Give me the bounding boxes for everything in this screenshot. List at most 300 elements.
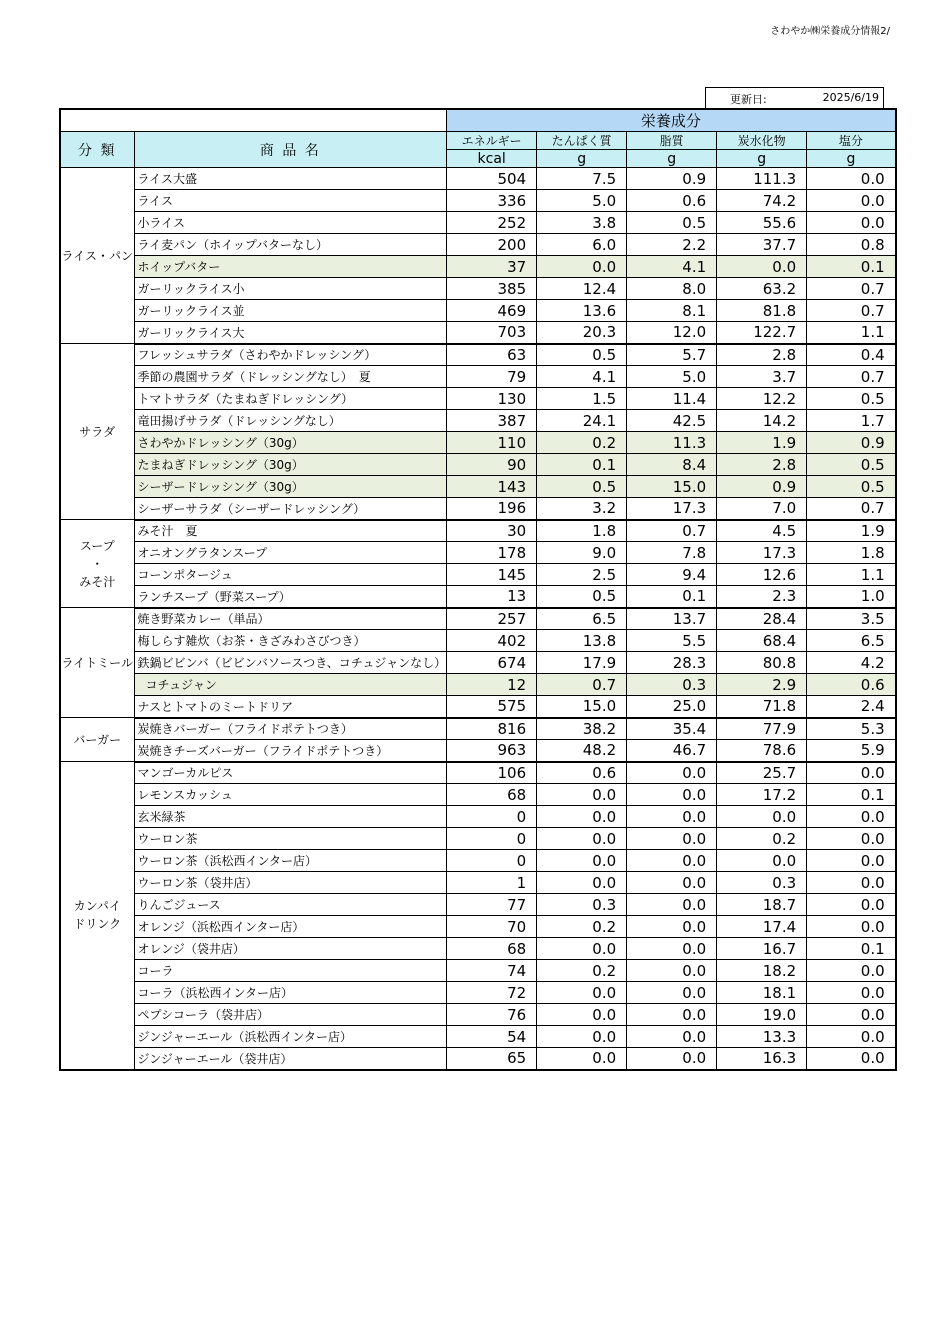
fat-value: 11.4 [627, 388, 717, 410]
table-row [60, 190, 896, 212]
protein-value: 9.0 [537, 542, 627, 564]
energy-value: 200 [447, 234, 537, 256]
unit-salt: g [807, 150, 896, 168]
table-row [60, 652, 896, 674]
product-name-cell: さわやかドレッシング（30g） [134, 432, 447, 454]
protein-value: 0.5 [537, 344, 627, 366]
salt-value: 0.6 [807, 674, 896, 696]
product-name-cell: ライ麦パン（ホイップバターなし） [134, 234, 447, 256]
salt-value: 0.0 [807, 762, 896, 784]
salt-value: 0.0 [807, 212, 896, 234]
table-row [60, 1048, 896, 1070]
update-date-box [705, 87, 884, 108]
salt-value: 1.7 [807, 410, 896, 432]
energy-value: 385 [447, 278, 537, 300]
energy-value: 65 [447, 1048, 537, 1070]
category-cell: ライス・パン [60, 168, 134, 344]
table-row [60, 718, 896, 740]
energy-value: 0 [447, 850, 537, 872]
product-name-cell: ホイップバター [134, 256, 447, 278]
salt-value: 1.8 [807, 542, 896, 564]
protein-value: 0.0 [537, 872, 627, 894]
energy-value: 703 [447, 322, 537, 344]
salt-value: 0.0 [807, 872, 896, 894]
category-cell: スープ ・ みそ汁 [60, 520, 134, 608]
carbs-value: 17.4 [717, 916, 807, 938]
column-header-row [60, 132, 896, 150]
fat-value: 35.4 [627, 718, 717, 740]
fat-value: 0.0 [627, 938, 717, 960]
salt-value: 0.5 [807, 476, 896, 498]
protein-value: 0.3 [537, 894, 627, 916]
fat-value: 0.0 [627, 784, 717, 806]
product-name-cell: ガーリックライス並 [134, 300, 447, 322]
product-name-cell: ウーロン茶 [134, 828, 447, 850]
protein-value: 0.0 [537, 256, 627, 278]
energy-value: 257 [447, 608, 537, 630]
energy-value: 469 [447, 300, 537, 322]
table-row [60, 674, 896, 696]
carbs-value: 2.9 [717, 674, 807, 696]
energy-value: 143 [447, 476, 537, 498]
energy-value: 68 [447, 938, 537, 960]
product-name-cell: シーザーサラダ（シーザードレッシング） [134, 498, 447, 520]
salt-value: 5.3 [807, 718, 896, 740]
carbs-value: 71.8 [717, 696, 807, 718]
fat-value: 0.7 [627, 520, 717, 542]
table-row [60, 872, 896, 894]
table-row [60, 784, 896, 806]
fat-value: 8.4 [627, 454, 717, 476]
product-name-cell: コーンポタージュ [134, 564, 447, 586]
fat-value: 9.4 [627, 564, 717, 586]
energy-value: 575 [447, 696, 537, 718]
fat-value: 0.3 [627, 674, 717, 696]
salt-value: 0.7 [807, 278, 896, 300]
salt-value: 0.0 [807, 960, 896, 982]
energy-value: 77 [447, 894, 537, 916]
salt-value: 0.8 [807, 234, 896, 256]
product-name-cell: フレッシュサラダ（さわやかドレッシング） [134, 344, 447, 366]
product-name-cell: ウーロン茶（袋井店） [134, 872, 447, 894]
salt-value: 0.9 [807, 432, 896, 454]
energy-value: 54 [447, 1026, 537, 1048]
product-name-cell: 玄米緑茶 [134, 806, 447, 828]
energy-value: 63 [447, 344, 537, 366]
table-row [60, 938, 896, 960]
salt-value: 0.0 [807, 850, 896, 872]
product-name-cell: レモンスカッシュ [134, 784, 447, 806]
carbs-value: 1.9 [717, 432, 807, 454]
table-row [60, 608, 896, 630]
energy-value: 68 [447, 784, 537, 806]
salt-value: 2.4 [807, 696, 896, 718]
product-name-cell: コーラ（浜松西インター店） [134, 982, 447, 1004]
protein-value: 20.3 [537, 322, 627, 344]
carbs-value: 13.3 [717, 1026, 807, 1048]
carbs-value: 78.6 [717, 740, 807, 762]
table-row [60, 806, 896, 828]
fat-value: 0.1 [627, 586, 717, 608]
fat-value: 0.0 [627, 850, 717, 872]
nutrient-header-salt: 塩分 [807, 132, 896, 150]
carbs-value: 16.3 [717, 1048, 807, 1070]
energy-value: 110 [447, 432, 537, 454]
protein-value: 15.0 [537, 696, 627, 718]
header-spacer [60, 109, 447, 132]
salt-value: 0.5 [807, 454, 896, 476]
table-row [60, 762, 896, 784]
product-name-cell: ジンジャーエール（浜松西インター店） [134, 1026, 447, 1048]
fat-value: 4.1 [627, 256, 717, 278]
energy-value: 37 [447, 256, 537, 278]
energy-value: 0 [447, 828, 537, 850]
carbs-value: 0.3 [717, 872, 807, 894]
product-name-cell: ウーロン茶（浜松西インター店） [134, 850, 447, 872]
product-name-cell: オレンジ（浜松西インター店） [134, 916, 447, 938]
protein-value: 0.0 [537, 1026, 627, 1048]
energy-value: 30 [447, 520, 537, 542]
table-row [60, 586, 896, 608]
table-row [60, 432, 896, 454]
carbs-value: 12.6 [717, 564, 807, 586]
carbs-value: 2.3 [717, 586, 807, 608]
product-name-cell: 鉄鍋ビビンバ（ビビンバソースつき、コチュジャンなし） [134, 652, 447, 674]
energy-value: 70 [447, 916, 537, 938]
product-name-cell: マンゴーカルピス [134, 762, 447, 784]
table-row [60, 916, 896, 938]
salt-value: 0.5 [807, 388, 896, 410]
carbs-value: 17.3 [717, 542, 807, 564]
fat-value: 15.0 [627, 476, 717, 498]
protein-value: 6.0 [537, 234, 627, 256]
table-row [60, 960, 896, 982]
protein-value: 5.0 [537, 190, 627, 212]
fat-value: 0.0 [627, 872, 717, 894]
product-name-cell: 季節の農園サラダ（ドレッシングなし） 夏 [134, 366, 447, 388]
product-name-cell: 竜田揚げサラダ（ドレッシングなし） [134, 410, 447, 432]
fat-value: 0.0 [627, 916, 717, 938]
table-row [60, 542, 896, 564]
nutrition-group-header: 栄養成分 [447, 109, 896, 132]
fat-value: 5.7 [627, 344, 717, 366]
fat-value: 28.3 [627, 652, 717, 674]
product-name-cell: ジンジャーエール（袋井店） [134, 1048, 447, 1070]
carbs-value: 28.4 [717, 608, 807, 630]
update-date-value: 2025/6/19 [822, 91, 879, 104]
product-name-cell: コーラ [134, 960, 447, 982]
salt-value: 5.9 [807, 740, 896, 762]
energy-value: 252 [447, 212, 537, 234]
salt-value: 0.0 [807, 828, 896, 850]
protein-value: 17.9 [537, 652, 627, 674]
carbs-value: 0.0 [717, 806, 807, 828]
fat-value: 2.2 [627, 234, 717, 256]
table-row [60, 168, 896, 190]
table-row [60, 1026, 896, 1048]
carbs-value: 17.2 [717, 784, 807, 806]
product-name-cell: みそ汁 夏 [134, 520, 447, 542]
fat-value: 46.7 [627, 740, 717, 762]
nutrient-header-fat: 脂質 [627, 132, 717, 150]
carbs-value: 4.5 [717, 520, 807, 542]
table-row [60, 344, 896, 366]
salt-value: 1.1 [807, 322, 896, 344]
salt-value: 0.0 [807, 190, 896, 212]
product-name-cell: ペプシコーラ（袋井店） [134, 1004, 447, 1026]
fat-value: 0.0 [627, 982, 717, 1004]
product-name-cell: 梅しらす雑炊（お茶・きざみわさびつき） [134, 630, 447, 652]
carbs-value: 2.8 [717, 454, 807, 476]
protein-value: 0.0 [537, 1048, 627, 1070]
protein-value: 0.6 [537, 762, 627, 784]
fat-value: 0.0 [627, 894, 717, 916]
energy-value: 0 [447, 806, 537, 828]
table-row [60, 278, 896, 300]
salt-value: 0.7 [807, 366, 896, 388]
fat-value: 11.3 [627, 432, 717, 454]
protein-value: 0.0 [537, 1004, 627, 1026]
salt-value: 1.0 [807, 586, 896, 608]
salt-value: 6.5 [807, 630, 896, 652]
carbs-value: 68.4 [717, 630, 807, 652]
carbs-value: 16.7 [717, 938, 807, 960]
protein-value: 4.1 [537, 366, 627, 388]
protein-value: 0.0 [537, 982, 627, 1004]
protein-value: 0.7 [537, 674, 627, 696]
carbs-value: 74.2 [717, 190, 807, 212]
product-name-cell: 炭焼きバーガー（フライドポテトつき） [134, 718, 447, 740]
energy-value: 336 [447, 190, 537, 212]
salt-value: 0.7 [807, 300, 896, 322]
protein-value: 38.2 [537, 718, 627, 740]
protein-value: 0.5 [537, 586, 627, 608]
category-cell: ライトミール [60, 608, 134, 718]
product-name-cell: ライス大盛 [134, 168, 447, 190]
salt-value: 0.0 [807, 916, 896, 938]
fat-value: 8.1 [627, 300, 717, 322]
product-name-cell: オニオングラタンスープ [134, 542, 447, 564]
carbs-value: 111.3 [717, 168, 807, 190]
table-row [60, 212, 896, 234]
table-row [60, 322, 896, 344]
product-name-cell: コチュジャン [134, 674, 447, 696]
protein-value: 13.8 [537, 630, 627, 652]
product-name-cell: 焼き野菜カレー（単品） [134, 608, 447, 630]
fat-value: 0.9 [627, 168, 717, 190]
carbs-value: 2.8 [717, 344, 807, 366]
energy-value: 196 [447, 498, 537, 520]
table-row [60, 256, 896, 278]
salt-value: 0.0 [807, 1026, 896, 1048]
fat-value: 7.8 [627, 542, 717, 564]
protein-value: 0.0 [537, 784, 627, 806]
nutrition-table [59, 108, 897, 1071]
fat-value: 5.0 [627, 366, 717, 388]
fat-value: 0.0 [627, 1026, 717, 1048]
carbs-value: 7.0 [717, 498, 807, 520]
nutrient-header-energy: エネルギー [447, 132, 537, 150]
carbs-value: 18.7 [717, 894, 807, 916]
table-row [60, 300, 896, 322]
carbs-value: 14.2 [717, 410, 807, 432]
energy-value: 816 [447, 718, 537, 740]
salt-value: 3.5 [807, 608, 896, 630]
salt-value: 0.0 [807, 1004, 896, 1026]
salt-value: 0.0 [807, 168, 896, 190]
table-row [60, 454, 896, 476]
salt-value: 0.1 [807, 256, 896, 278]
protein-value: 2.5 [537, 564, 627, 586]
energy-value: 79 [447, 366, 537, 388]
carbs-value: 0.2 [717, 828, 807, 850]
table-row [60, 630, 896, 652]
fat-value: 0.0 [627, 828, 717, 850]
salt-value: 0.4 [807, 344, 896, 366]
nutrient-header-carbs: 炭水化物 [717, 132, 807, 150]
energy-value: 74 [447, 960, 537, 982]
product-name-cell: たまねぎドレッシング（30g） [134, 454, 447, 476]
carbs-value: 37.7 [717, 234, 807, 256]
carbs-value: 3.7 [717, 366, 807, 388]
carbs-value: 81.8 [717, 300, 807, 322]
fat-value: 0.0 [627, 960, 717, 982]
salt-value: 0.1 [807, 784, 896, 806]
table-row [60, 828, 896, 850]
energy-value: 12 [447, 674, 537, 696]
category-column-header: 分 類 [60, 132, 134, 168]
protein-value: 0.2 [537, 960, 627, 982]
nutrient-header-protein: たんぱく質 [537, 132, 627, 150]
protein-value: 3.8 [537, 212, 627, 234]
protein-value: 12.4 [537, 278, 627, 300]
unit-carbs: g [717, 150, 807, 168]
protein-value: 0.2 [537, 916, 627, 938]
table-row [60, 564, 896, 586]
table-row [60, 696, 896, 718]
fat-value: 0.0 [627, 1048, 717, 1070]
energy-value: 130 [447, 388, 537, 410]
product-name-cell: ガーリックライス小 [134, 278, 447, 300]
table-row [60, 388, 896, 410]
protein-value: 0.0 [537, 938, 627, 960]
protein-value: 0.2 [537, 432, 627, 454]
carbs-value: 80.8 [717, 652, 807, 674]
product-name-cell: 炭焼きチーズバーガー（フライドポテトつき） [134, 740, 447, 762]
carbs-value: 19.0 [717, 1004, 807, 1026]
carbs-value: 0.0 [717, 256, 807, 278]
energy-value: 504 [447, 168, 537, 190]
product-name-cell: オレンジ（袋井店） [134, 938, 447, 960]
energy-value: 1 [447, 872, 537, 894]
carbs-value: 12.2 [717, 388, 807, 410]
fat-value: 5.5 [627, 630, 717, 652]
protein-value: 0.0 [537, 806, 627, 828]
carbs-value: 0.0 [717, 850, 807, 872]
category-cell: バーガー [60, 718, 134, 762]
salt-value: 0.0 [807, 806, 896, 828]
fat-value: 25.0 [627, 696, 717, 718]
table-row [60, 410, 896, 432]
table-row [60, 520, 896, 542]
salt-value: 0.0 [807, 894, 896, 916]
energy-value: 90 [447, 454, 537, 476]
protein-value: 48.2 [537, 740, 627, 762]
salt-value: 0.0 [807, 982, 896, 1004]
carbs-value: 55.6 [717, 212, 807, 234]
fat-value: 0.0 [627, 1004, 717, 1026]
energy-value: 106 [447, 762, 537, 784]
salt-value: 1.1 [807, 564, 896, 586]
table-row [60, 1004, 896, 1026]
product-name-cell: 小ライス [134, 212, 447, 234]
unit-energy: kcal [447, 150, 537, 168]
protein-value: 0.0 [537, 850, 627, 872]
unit-fat: g [627, 150, 717, 168]
energy-value: 387 [447, 410, 537, 432]
protein-value: 7.5 [537, 168, 627, 190]
product-name-cell: シーザードレッシング（30g） [134, 476, 447, 498]
carbs-value: 18.1 [717, 982, 807, 1004]
carbs-value: 63.2 [717, 278, 807, 300]
energy-value: 178 [447, 542, 537, 564]
energy-value: 145 [447, 564, 537, 586]
carbs-value: 0.9 [717, 476, 807, 498]
fat-value: 12.0 [627, 322, 717, 344]
protein-value: 24.1 [537, 410, 627, 432]
product-name-cell: ランチスープ（野菜スープ） [134, 586, 447, 608]
energy-value: 674 [447, 652, 537, 674]
product-name-cell: トマトサラダ（たまねぎドレッシング） [134, 388, 447, 410]
table-row [60, 850, 896, 872]
energy-value: 402 [447, 630, 537, 652]
document-header-note: さわやか㈱栄養成分情報2/ [770, 26, 890, 37]
product-name-cell: ライス [134, 190, 447, 212]
protein-value: 0.1 [537, 454, 627, 476]
protein-value: 0.0 [537, 828, 627, 850]
product-column-header: 商 品 名 [134, 132, 447, 168]
energy-value: 72 [447, 982, 537, 1004]
carbs-value: 18.2 [717, 960, 807, 982]
protein-value: 3.2 [537, 498, 627, 520]
table-row [60, 366, 896, 388]
protein-value: 1.5 [537, 388, 627, 410]
table-row [60, 476, 896, 498]
update-date-label: 更新日: [730, 93, 767, 106]
protein-value: 13.6 [537, 300, 627, 322]
fat-value: 0.0 [627, 762, 717, 784]
protein-value: 6.5 [537, 608, 627, 630]
product-name-cell: ナスとトマトのミートドリア [134, 696, 447, 718]
salt-value: 1.9 [807, 520, 896, 542]
unit-protein: g [537, 150, 627, 168]
salt-value: 0.7 [807, 498, 896, 520]
fat-value: 13.7 [627, 608, 717, 630]
product-name-cell: りんごジュース [134, 894, 447, 916]
fat-value: 0.6 [627, 190, 717, 212]
salt-value: 0.0 [807, 1048, 896, 1070]
fat-value: 0.5 [627, 212, 717, 234]
fat-value: 0.0 [627, 806, 717, 828]
product-name-cell: ガーリックライス大 [134, 322, 447, 344]
fat-value: 42.5 [627, 410, 717, 432]
group-header-row [60, 109, 896, 132]
category-cell: サラダ [60, 344, 134, 520]
fat-value: 8.0 [627, 278, 717, 300]
table-row [60, 894, 896, 916]
protein-value: 0.5 [537, 476, 627, 498]
table-row [60, 982, 896, 1004]
